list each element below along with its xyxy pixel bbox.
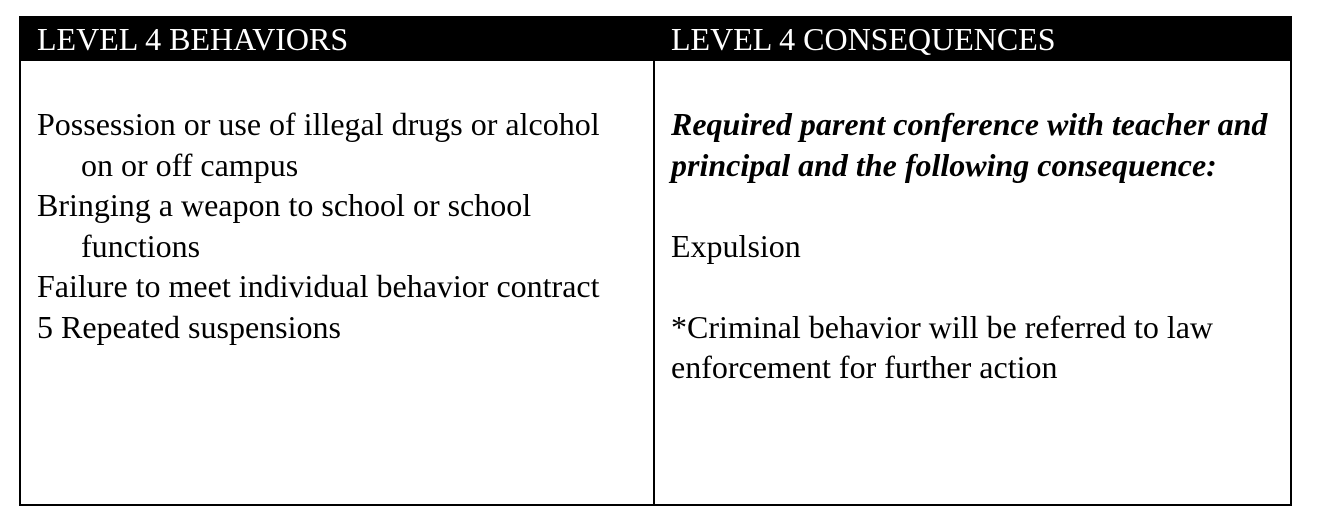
consequence-expulsion: Expulsion	[671, 227, 801, 264]
behaviors-header: LEVEL 4 BEHAVIORS	[21, 18, 655, 61]
level-4-table	[19, 16, 1292, 506]
behavior-item: 5 Repeated suspensions	[37, 308, 341, 345]
consequences-cell	[655, 61, 1290, 504]
behavior-item: Bringing a weapon to school or school functions	[37, 187, 532, 264]
criminal-behavior-note: *Criminal behavior will be referred to law enforcement for further action	[671, 308, 1214, 385]
required-conference-note: Required parent conference with teacher and principal and the following consequence:	[671, 106, 1268, 183]
spacer	[671, 266, 1278, 307]
behavior-item: Possession or use of illegal drugs or alcohol on or off campus	[37, 106, 600, 183]
spacer	[671, 185, 1278, 226]
behaviors-cell	[21, 61, 655, 504]
behavior-item: Failure to meet individual behavior contract	[37, 268, 600, 304]
consequences-header: LEVEL 4 CONSEQUENCES	[655, 18, 1290, 61]
